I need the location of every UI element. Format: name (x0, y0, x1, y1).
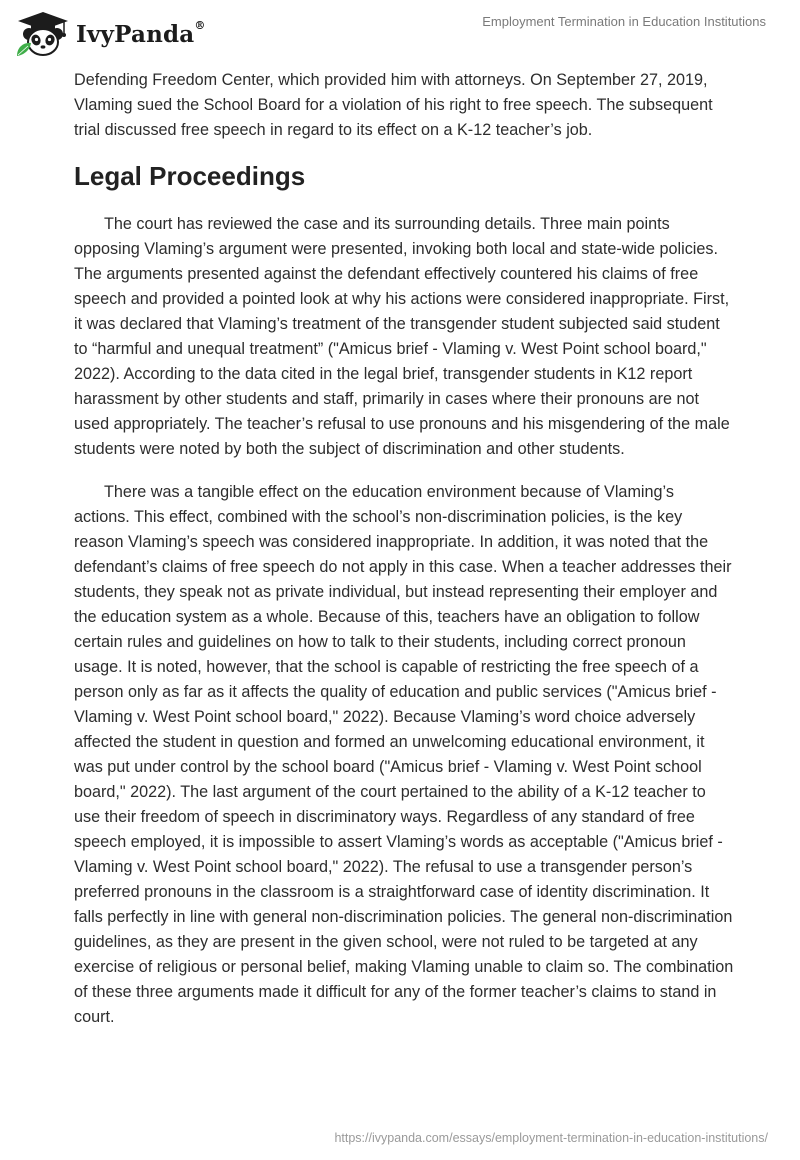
paragraph-spacer (74, 462, 734, 480)
section-heading: Legal Proceedings (74, 161, 306, 191)
body-paragraph-2: There was a tangible effect on the education environment because of Vlaming’s actions. This effect, combined with the school’s non-discrimination policies, is the key reason Vlaming’s speech was considered inappropriate. In addition, it was noted that the defendant’s claims of free speech do not apply in this case. When a teacher addresses their students, they speak not as private individual, but instead representing their employer and the education system as a whole. Because of this, teachers have an obligation to follow certain rules and guidelines on how to talk to their students, including correct pronoun usage. It is noted, however, that the school is capable of restricting the free speech of a person only as far as it affects the quality of education and public services ("Amicus brief - Vlaming v. West Point school board," 2022). Because Vlaming’s word choice adversely affected the student in question and formed an unwelcoming educational environment, it was put under control by the school board ("Amicus brief - Vlaming v. West Point school board," 2022). The last argument of the court pertained to the ability of a K-12 teacher to use their freedom of speech in discriminatory ways. Regardless of any standard of free speech employed, it is impossible to assert Vlaming’s words as acceptable ("Amicus brief - Vlaming v. West Point school board," 2022). The refusal to use a transgender person’s preferred pronouns in the classroom is a straightforward case of identity discrimination. It falls perfectly in line with general non-discrimination policies. The general non-discrimination guidelines, as they are present in the given school, were not ruled to be targeted at any exercise of religious or personal belief, making Vlaming unable to claim so. The combination of these three arguments made it difficult for any of the former teacher’s claims to stand in court. (74, 483, 734, 1026)
body-paragraph-1: The court has reviewed the case and its surrounding details. Three main points opposing Vlaming’s argument were presented, invoking both local and state-wide policies. The arguments presented against the defendant effectively countered his claims of free speech and provided a pointed look at why his actions were considered inappropriate. First, it was declared that Vlaming’s treatment of the transgender student subjected said student to “harmful and unequal treatment” ("Amicus brief - Vlaming v. West Point school board," 2022). According to the data cited in the legal brief, transgender students in K12 report harassment by other students and staff, primarily in cases where their pronouns are not used appropriately. The teacher’s refusal to use pronouns and his misgendering of the male students were noted by both the subject of discrimination and other students. (74, 215, 730, 458)
brand-name (76, 18, 206, 48)
lead-paragraph: Defending Freedom Center, which provided him with attorneys. On September 27, 2019, Vlaming sued the School Board for a violation of his right to free speech. The subsequent trial discussed free speech in regard to its effect on a K-12 teacher’s job. (74, 71, 713, 139)
page-header (0, 0, 800, 64)
source-url[interactable]: https://ivypanda.com/essays/employment-termination-in-education-institutions/ (334, 1131, 768, 1145)
brand-text: IvyPanda (76, 20, 195, 48)
essay-body (74, 68, 734, 1030)
panda-graduate-icon (14, 10, 72, 58)
document-title: Employment Termination in Education Institutions (482, 14, 766, 29)
registered-mark: ® (194, 18, 206, 32)
ivypanda-logo[interactable] (14, 10, 206, 58)
